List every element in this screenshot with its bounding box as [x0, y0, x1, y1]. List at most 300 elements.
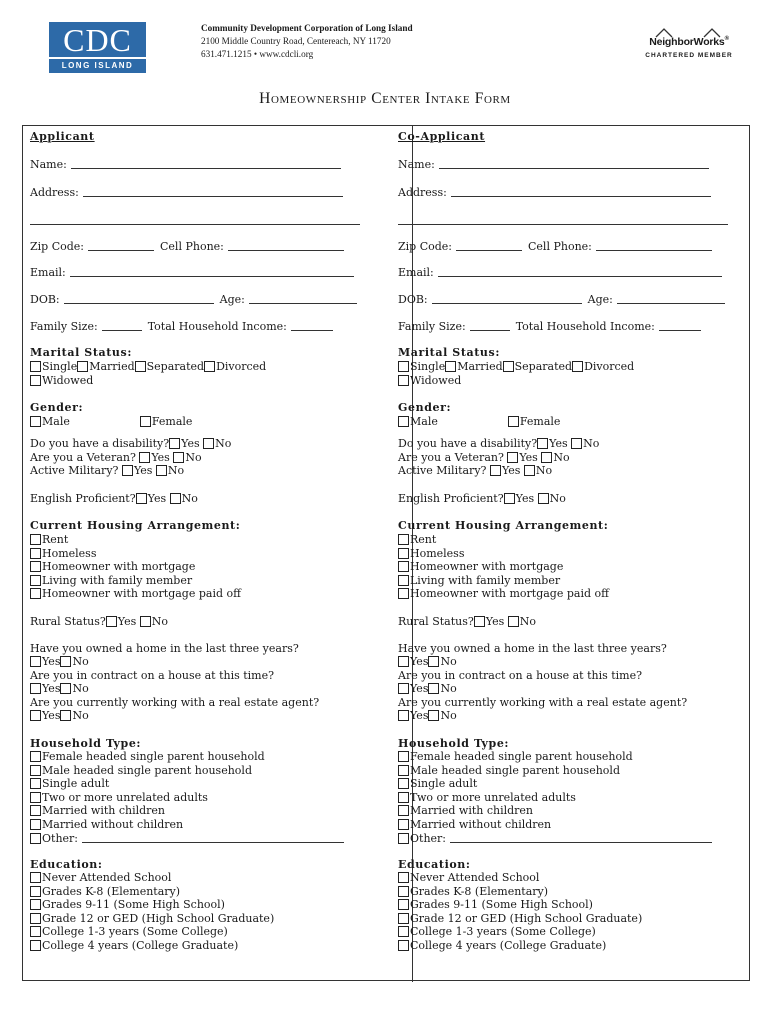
co-applicant-education-0-checkbox[interactable] — [398, 872, 409, 883]
co-applicant-education-option: Grades K-8 (Elementary) — [410, 884, 549, 898]
co-applicant-gender-option: Male — [410, 415, 438, 428]
co-applicant-education-option: Grade 12 or GED (High School Graduate) — [410, 911, 643, 925]
applicant-veteran-yes-checkbox[interactable] — [139, 452, 150, 463]
co-applicant-owned_home-question: Have you owned a home in the last three years? — [398, 642, 667, 655]
co-applicant-row — [398, 346, 500, 359]
co-applicant-row — [398, 615, 536, 628]
co-applicant-english-question: English Proficient? — [398, 492, 504, 505]
applicant-disability-no-checkbox[interactable] — [203, 438, 214, 449]
co-applicant-row — [398, 214, 734, 227]
applicant-row — [30, 832, 344, 845]
applicant-education-4-checkbox[interactable] — [30, 926, 41, 937]
co-applicant-household-type-option: Married with children — [410, 804, 534, 818]
applicant-option-row — [30, 560, 195, 573]
co-applicant-option-row — [398, 804, 533, 817]
applicant-contract-question: Are you in contract on a house at this time? — [30, 669, 275, 682]
co-applicant-household-type-heading: Household Type: — [398, 737, 510, 750]
co-applicant-veteran-yes-checkbox[interactable] — [507, 452, 518, 463]
applicant-marital-status-heading: Marital Status: — [30, 346, 132, 359]
co-applicant-other-label: Other: — [410, 832, 446, 845]
applicant-no-label: No — [72, 655, 89, 668]
co-applicant-marital-option: Married — [457, 360, 503, 373]
applicant-input-line[interactable] — [88, 240, 154, 251]
co-applicant-input-line[interactable] — [438, 266, 722, 277]
applicant-english-yes-checkbox[interactable] — [136, 493, 147, 504]
co-applicant-option-row — [398, 560, 563, 573]
applicant-veteran-no-checkbox[interactable] — [173, 452, 184, 463]
co-applicant-input-line[interactable] — [439, 158, 709, 169]
applicant-no-checkbox[interactable] — [60, 656, 71, 667]
applicant-row — [30, 451, 202, 464]
co-applicant-disability-yes-checkbox[interactable] — [537, 438, 548, 449]
applicant-marital-option: Single — [42, 360, 78, 373]
co-applicant-option-row — [398, 791, 576, 804]
co-applicant-housing-option: Living with family member — [410, 573, 561, 587]
co-applicant-row — [398, 737, 509, 750]
applicant-input-line[interactable] — [71, 158, 341, 169]
co-applicant-household-type-option: Married without children — [410, 818, 552, 831]
co-applicant-row — [398, 832, 712, 845]
co-applicant-household-type-option: Two or more unrelated adults — [410, 790, 576, 804]
applicant-education-option: Grade 12 or GED (High School Graduate) — [42, 911, 275, 925]
applicant-military-yes-checkbox[interactable] — [122, 465, 133, 476]
applicant-option-row — [30, 533, 68, 546]
co-applicant-row — [398, 451, 570, 464]
co-applicant-age-label: Age: — [587, 293, 613, 306]
co-applicant-education-3-checkbox[interactable] — [398, 913, 409, 924]
applicant-row — [30, 464, 184, 477]
co-applicant-row — [398, 519, 608, 532]
applicant-housing-3-checkbox[interactable] — [30, 575, 41, 586]
co-applicant-household-type-1-checkbox[interactable] — [398, 765, 409, 776]
co-applicant-veteran-no-checkbox[interactable] — [541, 452, 552, 463]
co-applicant-household-type-3-checkbox[interactable] — [398, 792, 409, 803]
co-applicant-military-yes-checkbox[interactable] — [490, 465, 501, 476]
applicant-row — [30, 293, 363, 306]
applicant-education-3-checkbox[interactable] — [30, 913, 41, 924]
co-applicant-marital-2-checkbox[interactable] — [503, 361, 514, 372]
co-applicant-input-line[interactable] — [617, 293, 725, 304]
organization-info — [201, 22, 413, 61]
applicant-column — [30, 126, 400, 982]
co-applicant-row — [398, 266, 728, 279]
applicant-family_size-label: Family Size: — [30, 320, 98, 333]
applicant-input-line[interactable] — [30, 214, 360, 225]
applicant-marital-option: Divorced — [216, 360, 267, 373]
applicant-male-checkbox[interactable] — [30, 416, 41, 427]
co-applicant-row — [398, 642, 667, 655]
applicant-option-row — [30, 547, 96, 560]
co-applicant-input-line[interactable] — [456, 240, 522, 251]
co-applicant-education-4-checkbox[interactable] — [398, 926, 409, 937]
applicant-row — [30, 401, 83, 414]
applicant-option-row — [30, 574, 192, 587]
co-applicant-education-1-checkbox[interactable] — [398, 886, 409, 897]
co-applicant-male-checkbox[interactable] — [398, 416, 409, 427]
co-applicant-household-type-option: Male headed single parent household — [410, 763, 620, 777]
applicant-household-type-3-checkbox[interactable] — [30, 792, 41, 803]
co-applicant-education-2-checkbox[interactable] — [398, 899, 409, 910]
applicant-english-question: English Proficient? — [30, 492, 136, 505]
applicant-housing-4-checkbox[interactable] — [30, 588, 41, 599]
applicant-marital-1-checkbox[interactable] — [77, 361, 88, 372]
co-applicant-female-checkbox[interactable] — [508, 416, 519, 427]
applicant-education-heading: Education: — [30, 858, 103, 871]
co-applicant-no-label: No — [535, 464, 553, 477]
intake-form — [22, 125, 750, 981]
applicant-housing-heading: Current Housing Arrangement: — [30, 519, 241, 532]
co-applicant-row — [398, 186, 717, 199]
applicant-input-line[interactable] — [228, 240, 344, 251]
co-applicant-yes-label: Yes — [410, 655, 429, 668]
applicant-cell-label: Cell Phone: — [160, 240, 224, 253]
applicant-household-type-5-checkbox[interactable] — [30, 819, 41, 830]
co-applicant-cell-label: Cell Phone: — [528, 240, 592, 253]
applicant-education-2-checkbox[interactable] — [30, 899, 41, 910]
co-applicant-input-line[interactable] — [470, 320, 510, 331]
applicant-no-checkbox[interactable] — [60, 710, 71, 721]
applicant-no-label: No — [72, 709, 89, 722]
applicant-rural-yes-checkbox[interactable] — [106, 616, 117, 627]
organization-name: Community Development Corporation of Long Island — [201, 23, 413, 33]
applicant-row — [30, 642, 299, 655]
applicant-row — [30, 437, 231, 450]
applicant-education-1-checkbox[interactable] — [30, 886, 41, 897]
co-applicant-row — [398, 709, 457, 722]
co-applicant-row — [398, 682, 457, 695]
applicant-gender-heading: Gender: — [30, 401, 84, 414]
co-applicant-row — [398, 401, 451, 414]
co-applicant-yes-label: Yes — [519, 451, 538, 464]
applicant-household-type-1-checkbox[interactable] — [30, 765, 41, 776]
co-applicant-no-checkbox[interactable] — [428, 656, 439, 667]
co-applicant-no-label: No — [519, 615, 536, 628]
co-applicant-rural-question: Rural Status? — [398, 615, 474, 628]
applicant-option-row — [30, 587, 241, 600]
applicant-row — [30, 682, 89, 695]
co-applicant-address-label: Address: — [398, 186, 447, 199]
co-applicant-yes-checkbox[interactable] — [398, 683, 409, 694]
cdc-logo-text: CDC — [49, 22, 146, 57]
applicant-yes-label: Yes — [42, 709, 61, 722]
co-applicant-household-type-0-checkbox[interactable] — [398, 751, 409, 762]
co-applicant-marital-option: Single — [410, 360, 446, 373]
co-applicant-housing-option: Homeless — [410, 546, 465, 560]
co-applicant-row — [398, 240, 718, 253]
co-applicant-row — [398, 437, 599, 450]
applicant-housing-1-checkbox[interactable] — [30, 548, 41, 559]
co-applicant-english-yes-checkbox[interactable] — [504, 493, 515, 504]
co-applicant-yes-label: Yes — [515, 492, 535, 505]
co-applicant-row — [398, 858, 471, 871]
co-applicant-housing-0-checkbox[interactable] — [398, 534, 409, 545]
co-applicant-email-label: Email: — [398, 266, 434, 279]
applicant-yes-label: Yes — [151, 451, 170, 464]
applicant-education-0-checkbox[interactable] — [30, 872, 41, 883]
applicant-row — [30, 374, 93, 387]
co-applicant-name-label: Name: — [398, 158, 435, 171]
co-applicant-housing-2-checkbox[interactable] — [398, 561, 409, 572]
co-applicant-option-row — [398, 818, 551, 831]
co-applicant-disability-no-checkbox[interactable] — [571, 438, 582, 449]
applicant-household-type-option: Female headed single parent household — [42, 750, 265, 763]
applicant-household-type-option: Male headed single parent household — [42, 763, 252, 777]
co-applicant-option-row — [398, 885, 548, 898]
applicant-option-row — [30, 939, 238, 952]
applicant-row — [30, 858, 103, 871]
applicant-household-type-0-checkbox[interactable] — [30, 751, 41, 762]
applicant-marital-3-checkbox[interactable] — [204, 361, 215, 372]
applicant-no-label: No — [181, 492, 198, 505]
co-applicant-english-no-checkbox[interactable] — [538, 493, 549, 504]
applicant-other-checkbox[interactable] — [30, 833, 41, 844]
applicant-row — [30, 615, 168, 628]
applicant-marital-option: Married — [89, 360, 135, 373]
co-applicant-option-row — [398, 777, 477, 790]
co-applicant-yes-label: Yes — [485, 615, 505, 628]
applicant-housing-option: Homeowner with mortgage paid off — [42, 587, 241, 601]
applicant-military-no-checkbox[interactable] — [156, 465, 167, 476]
applicant-input-line[interactable] — [83, 186, 343, 197]
neighborworks-logo — [640, 26, 738, 62]
applicant-education-option: Grades 9-11 (Some High School) — [42, 898, 225, 912]
co-applicant-row — [398, 130, 485, 143]
applicant-name-label: Name: — [30, 158, 67, 171]
co-applicant-option-row — [398, 925, 596, 938]
co-applicant-yes-label: Yes — [410, 682, 429, 695]
co-applicant-rural-no-checkbox[interactable] — [508, 616, 519, 627]
applicant-email-label: Email: — [30, 266, 66, 279]
co-applicant-housing-option: Homeowner with mortgage — [410, 560, 564, 574]
organization-address: 2100 Middle Country Road, Centereach, NY 11720 — [201, 36, 391, 46]
applicant-row — [30, 320, 339, 333]
co-applicant-no-label: No — [583, 437, 600, 450]
applicant-household-type-2-checkbox[interactable] — [30, 778, 41, 789]
co-applicant-row — [398, 655, 457, 668]
co-applicant-military-no-checkbox[interactable] — [524, 465, 535, 476]
co-applicant-column — [398, 126, 768, 982]
co-applicant-no-label: No — [553, 451, 570, 464]
applicant-input-line[interactable] — [291, 320, 333, 331]
applicant-row — [30, 519, 240, 532]
applicant-row — [30, 655, 89, 668]
applicant-no-label: No — [72, 682, 89, 695]
applicant-row — [30, 709, 89, 722]
co-applicant-gender-heading: Gender: — [398, 401, 452, 414]
co-applicant-input-line[interactable] — [596, 240, 712, 251]
co-applicant-education-option: Never Attended School — [410, 871, 540, 884]
applicant-yes-label: Yes — [117, 615, 137, 628]
applicant-housing-2-checkbox[interactable] — [30, 561, 41, 572]
co-applicant-option-row — [398, 574, 560, 587]
co-applicant-household-type-5-checkbox[interactable] — [398, 819, 409, 830]
applicant-no-label: No — [167, 464, 185, 477]
applicant-household-type-4-checkbox[interactable] — [30, 805, 41, 816]
co-applicant-row — [398, 415, 560, 428]
co-applicant-zip-label: Zip Code: — [398, 240, 452, 253]
co-applicant-yes-label: Yes — [410, 709, 429, 722]
co-applicant-yes-checkbox[interactable] — [398, 710, 409, 721]
co-applicant-housing-1-checkbox[interactable] — [398, 548, 409, 559]
applicant-yes-label: Yes — [181, 437, 200, 450]
applicant-row — [30, 266, 360, 279]
co-applicant-row — [398, 696, 687, 709]
applicant-row — [30, 346, 132, 359]
applicant-marital-4-checkbox[interactable] — [30, 375, 41, 386]
co-applicant-no-checkbox[interactable] — [428, 683, 439, 694]
co-applicant-household-type-4-checkbox[interactable] — [398, 805, 409, 816]
applicant-option-row — [30, 750, 265, 763]
co-applicant-other-checkbox[interactable] — [398, 833, 409, 844]
co-applicant-other-input[interactable] — [450, 832, 712, 843]
applicant-row — [30, 696, 319, 709]
applicant-education-option: College 4 years (College Graduate) — [42, 939, 239, 952]
cdc-logo-subtext: LONG ISLAND — [49, 59, 146, 73]
applicant-housing-option: Homeless — [42, 546, 97, 560]
applicant-option-row — [30, 885, 180, 898]
applicant-housing-0-checkbox[interactable] — [30, 534, 41, 545]
co-applicant-row — [398, 320, 707, 333]
applicant-row — [30, 214, 366, 227]
neighborworks-brand: NeighborWorks — [649, 36, 725, 48]
co-applicant-row — [398, 492, 566, 505]
co-applicant-option-row — [398, 547, 464, 560]
applicant-marital-option: Widowed — [42, 374, 94, 387]
applicant-option-row — [30, 764, 252, 777]
applicant-gender-option: Female — [151, 415, 193, 428]
applicant-other-label: Other: — [42, 832, 78, 845]
co-applicant-education-option: College 1-3 years (Some College) — [410, 925, 596, 939]
applicant-row — [30, 240, 350, 253]
co-applicant-income-label: Total Household Income: — [515, 320, 655, 333]
co-applicant-input-line[interactable] — [432, 293, 582, 304]
applicant-yes-label: Yes — [42, 682, 61, 695]
co-applicant-row — [398, 374, 461, 387]
applicant-other-input[interactable] — [82, 832, 344, 843]
applicant-option-row — [30, 777, 109, 790]
applicant-no-label: No — [185, 451, 202, 464]
applicant-option-row — [30, 898, 225, 911]
co-applicant-marital-0-checkbox[interactable] — [398, 361, 409, 372]
applicant-option-row — [30, 912, 274, 925]
co-applicant-household-type-2-checkbox[interactable] — [398, 778, 409, 789]
applicant-row — [30, 158, 347, 171]
applicant-education-option: Never Attended School — [42, 871, 172, 884]
co-applicant-row — [398, 360, 634, 373]
co-applicant-input-line[interactable] — [398, 214, 728, 225]
co-applicant-option-row — [398, 871, 539, 884]
applicant-row — [30, 737, 141, 750]
applicant-yes-checkbox[interactable] — [30, 656, 41, 667]
applicant-input-line[interactable] — [64, 293, 214, 304]
co-applicant-military-question: Active Military? — [398, 464, 487, 477]
applicant-marital-0-checkbox[interactable] — [30, 361, 41, 372]
co-applicant-rural-yes-checkbox[interactable] — [474, 616, 485, 627]
applicant-zip-label: Zip Code: — [30, 240, 84, 253]
applicant-yes-checkbox[interactable] — [30, 683, 41, 694]
co-applicant-marital-1-checkbox[interactable] — [445, 361, 456, 372]
applicant-rural-no-checkbox[interactable] — [140, 616, 151, 627]
applicant-english-no-checkbox[interactable] — [170, 493, 181, 504]
applicant-input-line[interactable] — [249, 293, 357, 304]
applicant-yes-label: Yes — [42, 655, 61, 668]
co-applicant-yes-checkbox[interactable] — [398, 656, 409, 667]
co-applicant-housing-heading: Current Housing Arrangement: — [398, 519, 609, 532]
applicant-option-row — [30, 871, 171, 884]
co-applicant-no-label: No — [440, 655, 457, 668]
applicant-dob-label: DOB: — [30, 293, 60, 306]
co-applicant-no-label: No — [549, 492, 566, 505]
co-applicant-input-line[interactable] — [451, 186, 711, 197]
co-applicant-marital-option: Separated — [514, 360, 573, 373]
applicant-input-line[interactable] — [70, 266, 354, 277]
applicant-income-label: Total Household Income: — [147, 320, 287, 333]
co-applicant-family_size-label: Family Size: — [398, 320, 466, 333]
co-applicant-no-checkbox[interactable] — [428, 710, 439, 721]
applicant-input-line[interactable] — [102, 320, 142, 331]
applicant-housing-option: Living with family member — [42, 573, 193, 587]
co-applicant-housing-3-checkbox[interactable] — [398, 575, 409, 586]
applicant-household-type-option: Two or more unrelated adults — [42, 790, 208, 804]
co-applicant-marital-3-checkbox[interactable] — [572, 361, 583, 372]
applicant-veteran-question: Are you a Veteran? — [30, 451, 136, 464]
co-applicant-housing-option: Rent — [410, 533, 437, 546]
co-applicant-no-label: No — [440, 709, 457, 722]
applicant-household-type-option: Married without children — [42, 818, 184, 831]
co-applicant-option-row — [398, 898, 593, 911]
co-applicant-education-option: College 4 years (College Graduate) — [410, 939, 607, 952]
co-applicant-marital-status-heading: Marital Status: — [398, 346, 500, 359]
applicant-disability-yes-checkbox[interactable] — [169, 438, 180, 449]
co-applicant-marital-4-checkbox[interactable] — [398, 375, 409, 386]
co-applicant-marital-option: Divorced — [584, 360, 635, 373]
co-applicant-option-row — [398, 912, 642, 925]
co-applicant-dob-label: DOB: — [398, 293, 428, 306]
applicant-no-label: No — [151, 615, 168, 628]
applicant-row — [30, 130, 95, 143]
co-applicant-household-type-option: Single adult — [410, 777, 478, 791]
cdc-logo — [49, 22, 146, 73]
co-applicant-marital-option: Widowed — [410, 374, 462, 387]
co-applicant-housing-4-checkbox[interactable] — [398, 588, 409, 599]
applicant-education-5-checkbox[interactable] — [30, 940, 41, 951]
applicant-marital-2-checkbox[interactable] — [135, 361, 146, 372]
co-applicant-input-line[interactable] — [659, 320, 701, 331]
applicant-yes-checkbox[interactable] — [30, 710, 41, 721]
co-applicant-disability-question: Do you have a disability? — [398, 437, 538, 450]
applicant-military-question: Active Military? — [30, 464, 119, 477]
applicant-row — [30, 492, 198, 505]
applicant-option-row — [30, 925, 228, 938]
applicant-yes-label: Yes — [133, 464, 153, 477]
co-applicant-section-title: Co-Applicant — [398, 130, 486, 143]
applicant-housing-option: Homeowner with mortgage — [42, 560, 196, 574]
applicant-age-label: Age: — [219, 293, 245, 306]
applicant-disability-question: Do you have a disability? — [30, 437, 170, 450]
applicant-yes-label: Yes — [147, 492, 167, 505]
co-applicant-education-5-checkbox[interactable] — [398, 940, 409, 951]
co-applicant-gender-option: Female — [519, 415, 561, 428]
co-applicant-row — [398, 669, 642, 682]
applicant-female-checkbox[interactable] — [140, 416, 151, 427]
applicant-housing-option: Rent — [42, 533, 69, 546]
co-applicant-education-option: Grades 9-11 (Some High School) — [410, 898, 593, 912]
applicant-rural-question: Rural Status? — [30, 615, 106, 628]
applicant-agent-question: Are you currently working with a real estate agent? — [30, 696, 320, 709]
applicant-household-type-option: Married with children — [42, 804, 166, 818]
applicant-no-checkbox[interactable] — [60, 683, 71, 694]
co-applicant-row — [398, 464, 552, 477]
